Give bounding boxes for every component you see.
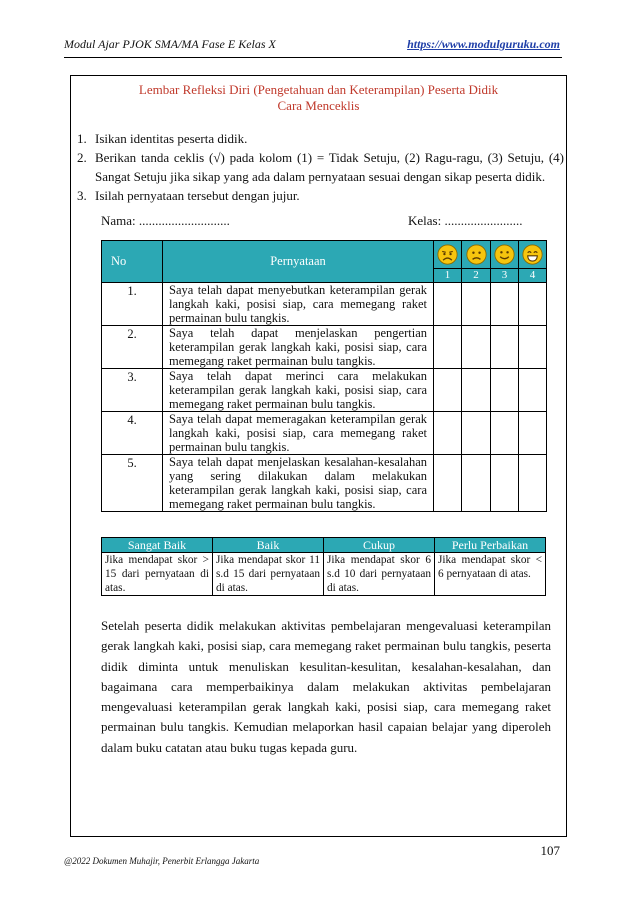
instruction-number: 3. — [77, 188, 87, 203]
closing-paragraph: Setelah peserta didik melakukan aktivitas pembelajaran mengevaluasi keterampilan gerak langkah kaki, posisi siap, cara memegang raket permainan bulu tangkis, peserta didik diminta untuk menuliskan kesulitan-kesulitan, kesalahan-kesalahan, dan bagaimana cara memperbaikinya dalam melakukan aktivitas pembelajaran mengevaluasi keterampilan gerak langkah kaki, posisi siap, cara memegang raket permainan bulu tangkis. Kemudian melaporkan hasil capaian belajar yang diperoleh dalam buku catatan atau buku tugas kepada guru. — [101, 618, 551, 755]
instruction-text: Isilah pernyataan tersebut dengan jujur. — [95, 188, 300, 203]
page-number: 107 — [540, 843, 560, 858]
page-subtitle: Cara Menceklis — [277, 98, 360, 113]
legend-header-perlu-perbaikan: Perlu Perbaikan — [435, 538, 546, 553]
legend-cell-perlu-perbaikan: Jika mendapat skor < 6 pernyataan di atas. — [435, 553, 546, 596]
name-field[interactable]: Nama: ............................ — [101, 213, 230, 228]
check-cell-4[interactable] — [519, 326, 547, 369]
footer-copyright: @2022 Dokumen Muhajir, Penerbit Erlangga Jakarta — [64, 856, 260, 866]
statement-text: Saya telah dapat menyebutkan keterampilan gerak langkah kaki, posisi siap, cara memegang raket permainan bulu tangkis. — [163, 283, 434, 326]
check-cell-2[interactable] — [462, 283, 491, 326]
check-cell-4[interactable] — [519, 283, 547, 326]
emoji-header-cell — [434, 241, 462, 269]
instruction-list — [71, 129, 568, 205]
check-cell-3[interactable] — [491, 412, 519, 455]
legend-header-baik: Baik — [213, 538, 324, 553]
reflection-table — [101, 240, 547, 512]
smile-face-icon — [494, 244, 515, 265]
scale-header-3: 3 — [491, 269, 519, 283]
statement-text: Saya telah dapat merinci cara melakukan keterampilan gerak langkah kaki, posisi siap, cara memegang raket permainan bulu tangkis. — [163, 369, 434, 412]
check-cell-4[interactable] — [519, 369, 547, 412]
emoji-header-cell — [519, 241, 547, 269]
column-header-statement: Pernyataan — [163, 241, 434, 283]
table-row — [102, 283, 547, 326]
statement-text: Saya telah dapat memeragakan keterampilan gerak langkah kaki, posisi siap, cara memegang raket permainan bulu tangkis. — [163, 412, 434, 455]
statement-text: Saya telah dapat menjelaskan kesalahan-kesalahan yang sering dilakukan dalam melakukan keterampilan gerak langkah kaki, posisi siap, cara memegang raket permainan bulu tangkis. — [163, 455, 434, 512]
instruction-number: 2. — [77, 150, 87, 165]
instruction-text: Isikan identitas peserta didik. — [95, 131, 248, 146]
check-cell-3[interactable] — [491, 369, 519, 412]
check-cell-4[interactable] — [519, 412, 547, 455]
check-cell-3[interactable] — [491, 326, 519, 369]
scale-header-4: 4 — [519, 269, 547, 283]
table-row — [102, 455, 547, 512]
emoji-header-cell — [491, 241, 519, 269]
header-rule — [64, 57, 562, 58]
check-cell-1[interactable] — [434, 369, 462, 412]
check-cell-1[interactable] — [434, 412, 462, 455]
row-number: 2. — [102, 326, 163, 369]
check-cell-2[interactable] — [462, 412, 491, 455]
scale-header-2: 2 — [462, 269, 491, 283]
row-number: 4. — [102, 412, 163, 455]
column-header-no: No — [102, 241, 163, 283]
instruction-text: Berikan tanda ceklis (√) pada kolom (1) = Tidak Setuju, (2) Ragu-ragu, (3) Setuju, (4) Sangat Setuju jika sikap yang ada dalam pernyataan sesuai dengan sikap peserta didik. — [95, 150, 564, 184]
check-cell-4[interactable] — [519, 455, 547, 512]
legend-header-sangat-baik: Sangat Baik — [102, 538, 213, 553]
check-cell-2[interactable] — [462, 455, 491, 512]
legend-header-cukup: Cukup — [324, 538, 435, 553]
row-number: 1. — [102, 283, 163, 326]
table-row — [102, 369, 547, 412]
header-module-title: Modul Ajar PJOK SMA/MA Fase E Kelas X — [64, 37, 276, 51]
class-field[interactable]: Kelas: ........................ — [408, 213, 523, 228]
scale-header-1: 1 — [434, 269, 462, 283]
very-sad-face-icon — [437, 244, 458, 265]
check-cell-3[interactable] — [491, 283, 519, 326]
grin-face-icon — [522, 244, 543, 265]
legend-cell-sangat-baik: Jika mendapat skor > 15 dari pernyataan di atas. — [102, 553, 213, 596]
check-cell-2[interactable] — [462, 326, 491, 369]
sad-face-icon — [466, 244, 487, 265]
instruction-item — [71, 129, 568, 148]
legend-cell-baik: Jika mendapat skor 11 s.d 15 dari pernyataan di atas. — [213, 553, 324, 596]
page-title: Lembar Refleksi Diri (Pengetahuan dan Keterampilan) Peserta Didik — [138, 82, 499, 97]
check-cell-1[interactable] — [434, 455, 462, 512]
instruction-number: 1. — [77, 131, 87, 146]
instruction-item — [71, 186, 568, 205]
emoji-header-cell — [462, 241, 491, 269]
legend-cell-cukup: Jika mendapat skor 6 s.d 10 dari pernyataan di atas. — [324, 553, 435, 596]
row-number: 3. — [102, 369, 163, 412]
statement-text: Saya telah dapat menjelaskan pengertian keterampilan gerak langkah kaki, posisi siap, cara memegang raket permainan bulu tangkis. — [163, 326, 434, 369]
table-row — [102, 326, 547, 369]
check-cell-2[interactable] — [462, 369, 491, 412]
instruction-item — [71, 148, 568, 186]
check-cell-1[interactable] — [434, 326, 462, 369]
page-frame — [70, 75, 567, 837]
score-legend-table — [101, 537, 546, 596]
header-website-link[interactable]: https://www.modulguruku.com — [407, 37, 560, 51]
row-number: 5. — [102, 455, 163, 512]
table-row — [102, 412, 547, 455]
check-cell-3[interactable] — [491, 455, 519, 512]
check-cell-1[interactable] — [434, 283, 462, 326]
